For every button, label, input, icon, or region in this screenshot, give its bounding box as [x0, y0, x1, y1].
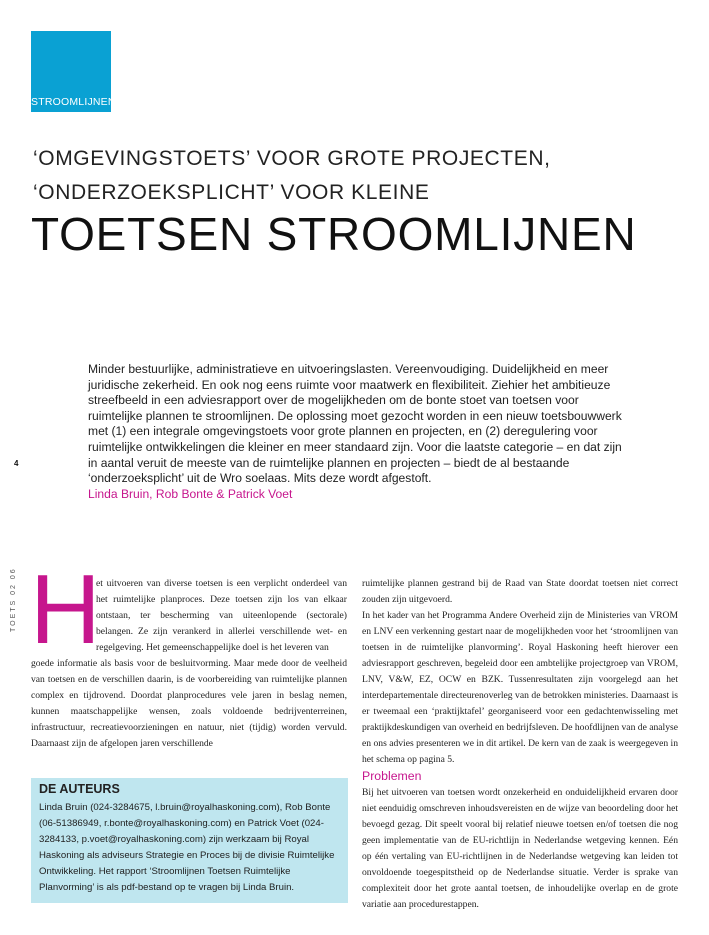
column2-paragraph-2: In het kader van het Programma Andere Overheid zijn de Ministeries van VROM en LNV een verkenning gestart naar de mogelijkheden voor het ‘stroomlijnen van toetsen in de ruimtelijke planvorming’. Royal Haskoning heeft hierover een adviesrapport geschreven, begeleid door een ambtelijke projectgroep van VROM, LNV, V&W, EZ, OCW en BZK. Tussenresultaten zijn voorgelegd aan het interdepartementale directeurenoverleg van de betrokken ministeries. Daarnaast is er tweemaal een ‘praktijktafel’ georganiseerd voor een gedachtenwisseling met praktijkdeskundigen van overheid en bedrijfsleven. De hoofdlijnen van de analyse en ons advies presenteren we in dit artikel. De kern van de zaak is weergegeven in het schema op pagina 5. [362, 610, 678, 765]
vertical-issue-text: TOETS 02 06 [10, 567, 17, 632]
column2-text [362, 576, 678, 768]
article-title: TOETSEN STROOMLIJNEN [31, 208, 637, 260]
kicker-line-2: ‘ONDERZOEKSPLICHT’ VOOR KLEINE [33, 181, 430, 204]
author-byline: Linda Bruin, Rob Bonte & Patrick Voet [88, 487, 293, 501]
page-number: 4 [14, 459, 19, 468]
kicker-line-1: ‘OMGEVINGSTOETS’ VOOR GROTE PROJECTEN, [33, 147, 551, 170]
column1-intro-text: et uitvoeren van diverse toetsen is een verplicht onderdeel van het ruimtelijke planproces. Deze toetsen zijn los van elkaar ontstaan, ter bescherming van uiteenlopende (sectorale) belangen. Ze zijn verankerd in allerlei verschillende wet- en regelgeving. Het gemeenschappelijke doel is het leveren van [96, 578, 347, 653]
column1-body-text: goede informatie als basis voor de besluitvorming. Maar mede door de veelheid van toetsen en de verschillen daarin, is de voorbereiding van ruimtelijke plannen complex en tijdrovend. Doordat planprocedures vele jaren in beslag nemen, kunnen maatschappelijke wensen, zoals voldoende bedrijventerreinen, infrastructuur, recreatievoorzieningen en natuur, niet (tijdig) worden vervuld. Daarnaast zijn de afgelopen jaren verschillende [31, 658, 347, 749]
section-label: STROOMLIJNEN [31, 96, 116, 108]
problemen-paragraph: Bij het uitvoeren van toetsen wordt onzekerheid en onduidelijkheid ervaren door niet eenduidig omschreven inhoudsvereisten en de wijze van beoordeling door het bevoegd gezag. Dit speelt vooral bij relatief nieuwe toetsen en/of toetsen die nog geen implementatie van de EU-richtlijn in Nederlandse wetgeving kennen. Eén op één vertaling van EU-richtlijnen in de Nederlandse wetgeving kan leiden tot onvoldoende toegespitstheid op de Nederlandse situatie. Verder is sprake van complexiteit door het grote aantal toetsen, de inhoudelijke overlap en de grote variatie aan procedurestappen. [362, 787, 678, 910]
author-info-box [31, 778, 348, 903]
section-divider [31, 111, 111, 112]
column2-paragraph-1: ruimtelijke plannen gestrand bij de Raad van State doordat toetsen niet correct zouden zijn uitgevoerd. [362, 578, 678, 605]
author-box-heading: DE AUTEURS [39, 782, 120, 796]
author-box-text: Linda Bruin (024-3284675, l.bruin@royalhaskoning.com), Rob Bonte (06-51386949, r.bonte@royalhaskoning.com) en Patrick Voet (024-3284133, p.voet@royalhaskoning.com) zijn werkzaam bij Royal Haskoning als adviseurs Strategie en Proces bij de divisie Ruimtelijke Ontwikkeling. Het rapport ‘Stroomlijnen Toetsen Ruimtelijke Planvorming’ is als pdf-bestand op te vragen bij Linda Bruin. [39, 802, 335, 893]
section-heading-problemen: Problemen [362, 769, 422, 783]
drop-cap: H [30, 554, 101, 664]
lead-paragraph: Minder bestuurlijke, administratieve en uitvoeringslasten. Vereenvoudiging. Duidelijkheid en meer juridische zekerheid. En ook nog eens ruimte voor maatwerk en flexibiliteit. Ziehier het ambitieuze streefbeeld in een adviesrapport over de mogelijkheden om de bonte stoet van toetsen voor ruimtelijke plannen te stroomlijnen. De oplossing moet gezocht worden in een nieuw toetsbouwwerk met (1) een integrale omgevingstoets voor grote plannen en projecten, en (2) deregulering voor ruimtelijke ontwikkelingen die kleiner en meer standaard zijn. Voor die laatste categorie – en dat zijn in aantal veruit de meeste van de ruimtelijke plannen en projecten – biedt de al bestaande ‘onderzoeksplicht’ uit de Wro soelaas. Mits deze wordt afgestoft. [88, 362, 622, 486]
